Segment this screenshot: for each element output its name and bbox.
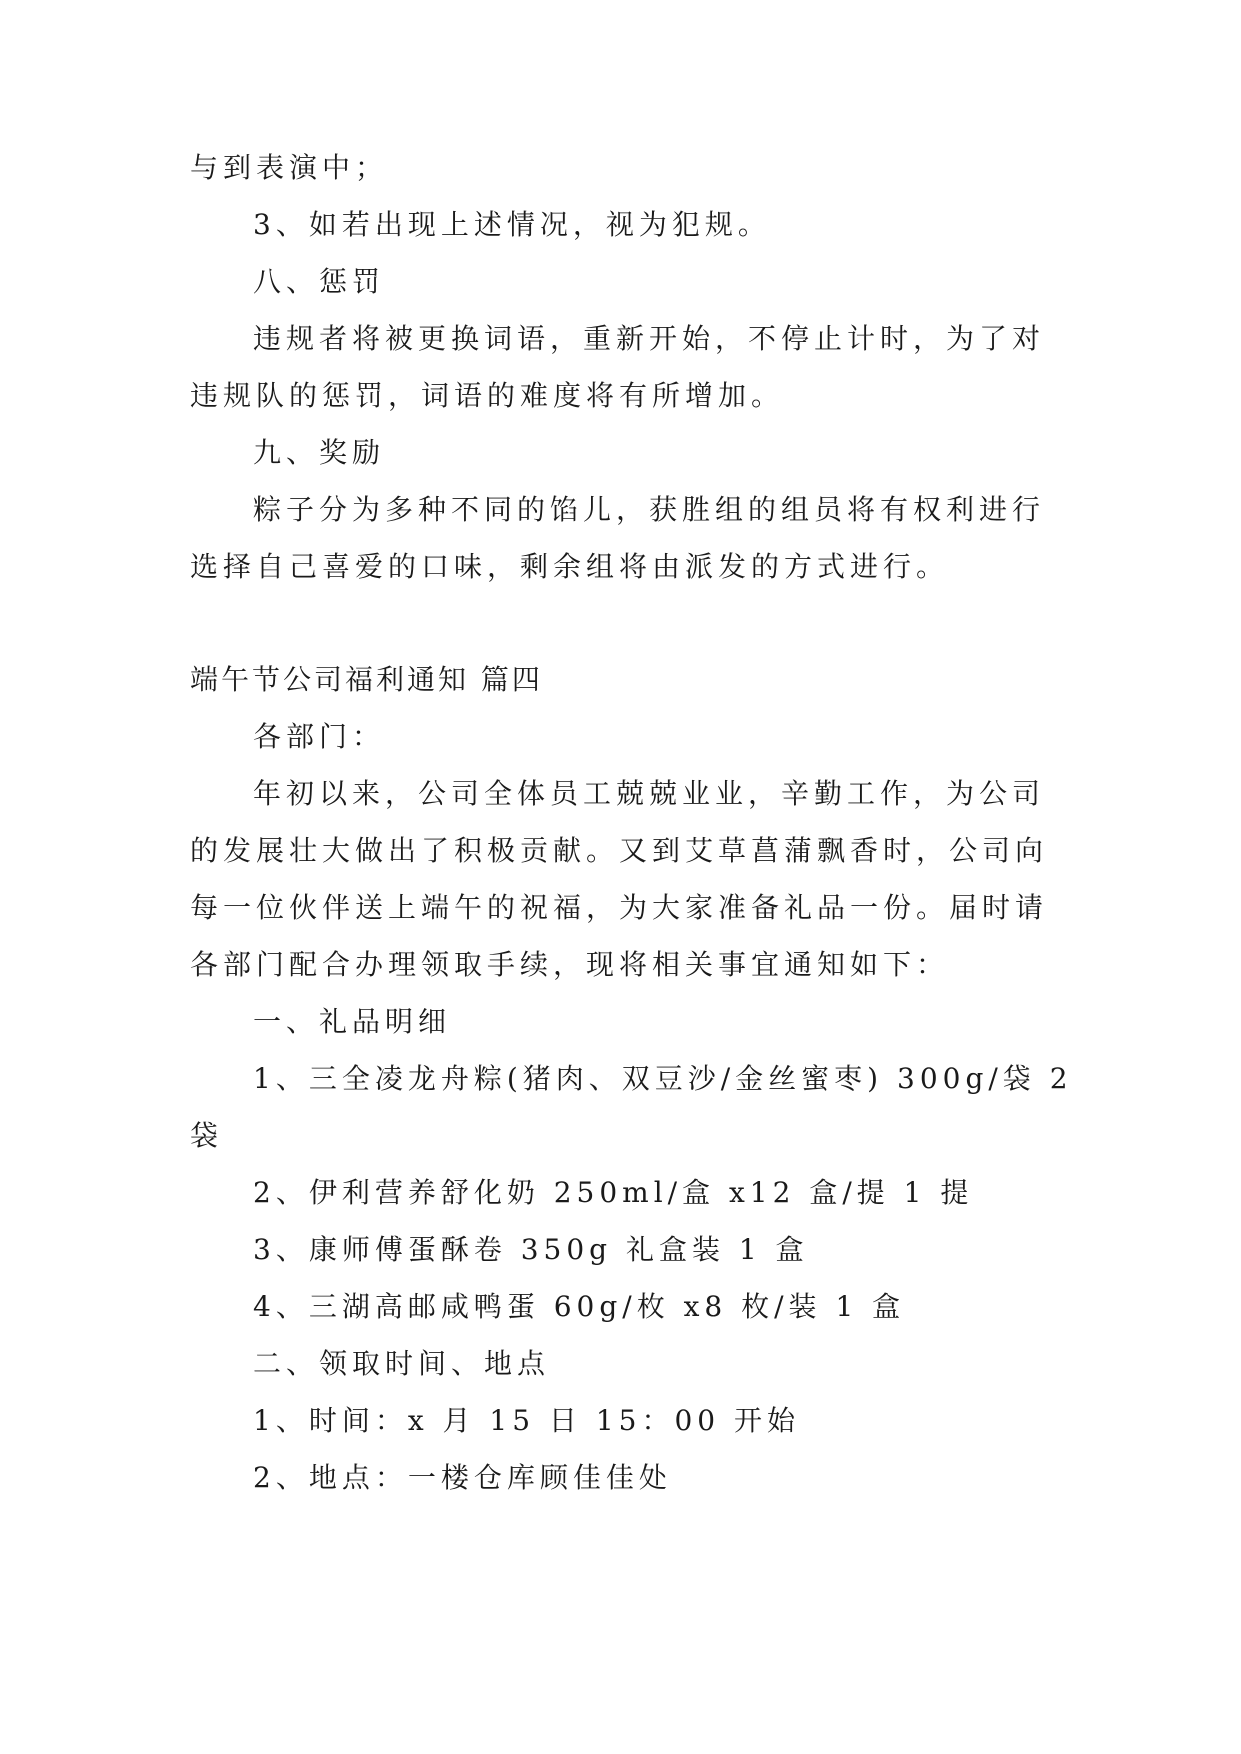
- paragraph-reward-line-2: 选择自己喜爱的口味，剩余组将由派发的方式进行。: [190, 550, 950, 583]
- pickup-time: 1、时间：x 月 15 日 15：00 开始: [253, 1404, 800, 1437]
- section-heading-penalty: 八、惩罚: [253, 265, 386, 298]
- section-heading-reward: 九、奖励: [253, 436, 386, 469]
- paragraph-penalty-line-2: 违规队的惩罚，词语的难度将有所增加。: [190, 379, 785, 412]
- pickup-place: 2、地点：一楼仓库顾佳佳处: [253, 1461, 672, 1494]
- document-title: 端午节公司福利通知 篇四: [190, 663, 543, 696]
- section-heading-gifts: 一、礼品明细: [253, 1005, 452, 1038]
- intro-line-3: 每一位伙伴送上端午的祝福，为大家准备礼品一份。届时请: [190, 891, 1049, 924]
- gift-item-3: 3、康师傅蛋酥卷 350g 礼盒装 1 盒: [253, 1233, 809, 1266]
- section-heading-pickup: 二、领取时间、地点: [253, 1347, 551, 1380]
- gift-item-1: 1、三全凌龙舟粽(猪肉、双豆沙/金丝蜜枣) 300g/袋 2: [253, 1062, 1073, 1095]
- paragraph-penalty-line-1: 违规者将被更换词语，重新开始，不停止计时，为了对: [253, 322, 1046, 355]
- intro-line-1: 年初以来，公司全体员工兢兢业业，辛勤工作，为公司: [253, 777, 1046, 810]
- salutation: 各部门：: [253, 720, 386, 753]
- gift-item-4: 4、三湖高邮咸鸭蛋 60g/枚 x8 枚/装 1 盒: [253, 1290, 906, 1323]
- paragraph-continuation: 与到表演中；: [190, 151, 389, 184]
- gift-item-1-continued: 袋: [190, 1119, 224, 1152]
- list-item-3: 3、如若出现上述情况，视为犯规。: [253, 208, 771, 241]
- intro-line-4: 各部门配合办理领取手续，现将相关事宜通知如下：: [190, 948, 950, 981]
- gift-item-2: 2、伊利营养舒化奶 250ml/盒 x12 盒/提 1 提: [253, 1176, 974, 1209]
- paragraph-reward-line-1: 粽子分为多种不同的馅儿，获胜组的组员将有权利进行: [253, 493, 1046, 526]
- intro-line-2: 的发展壮大做出了积极贡献。又到艾草菖蒲飘香时，公司向: [190, 834, 1049, 867]
